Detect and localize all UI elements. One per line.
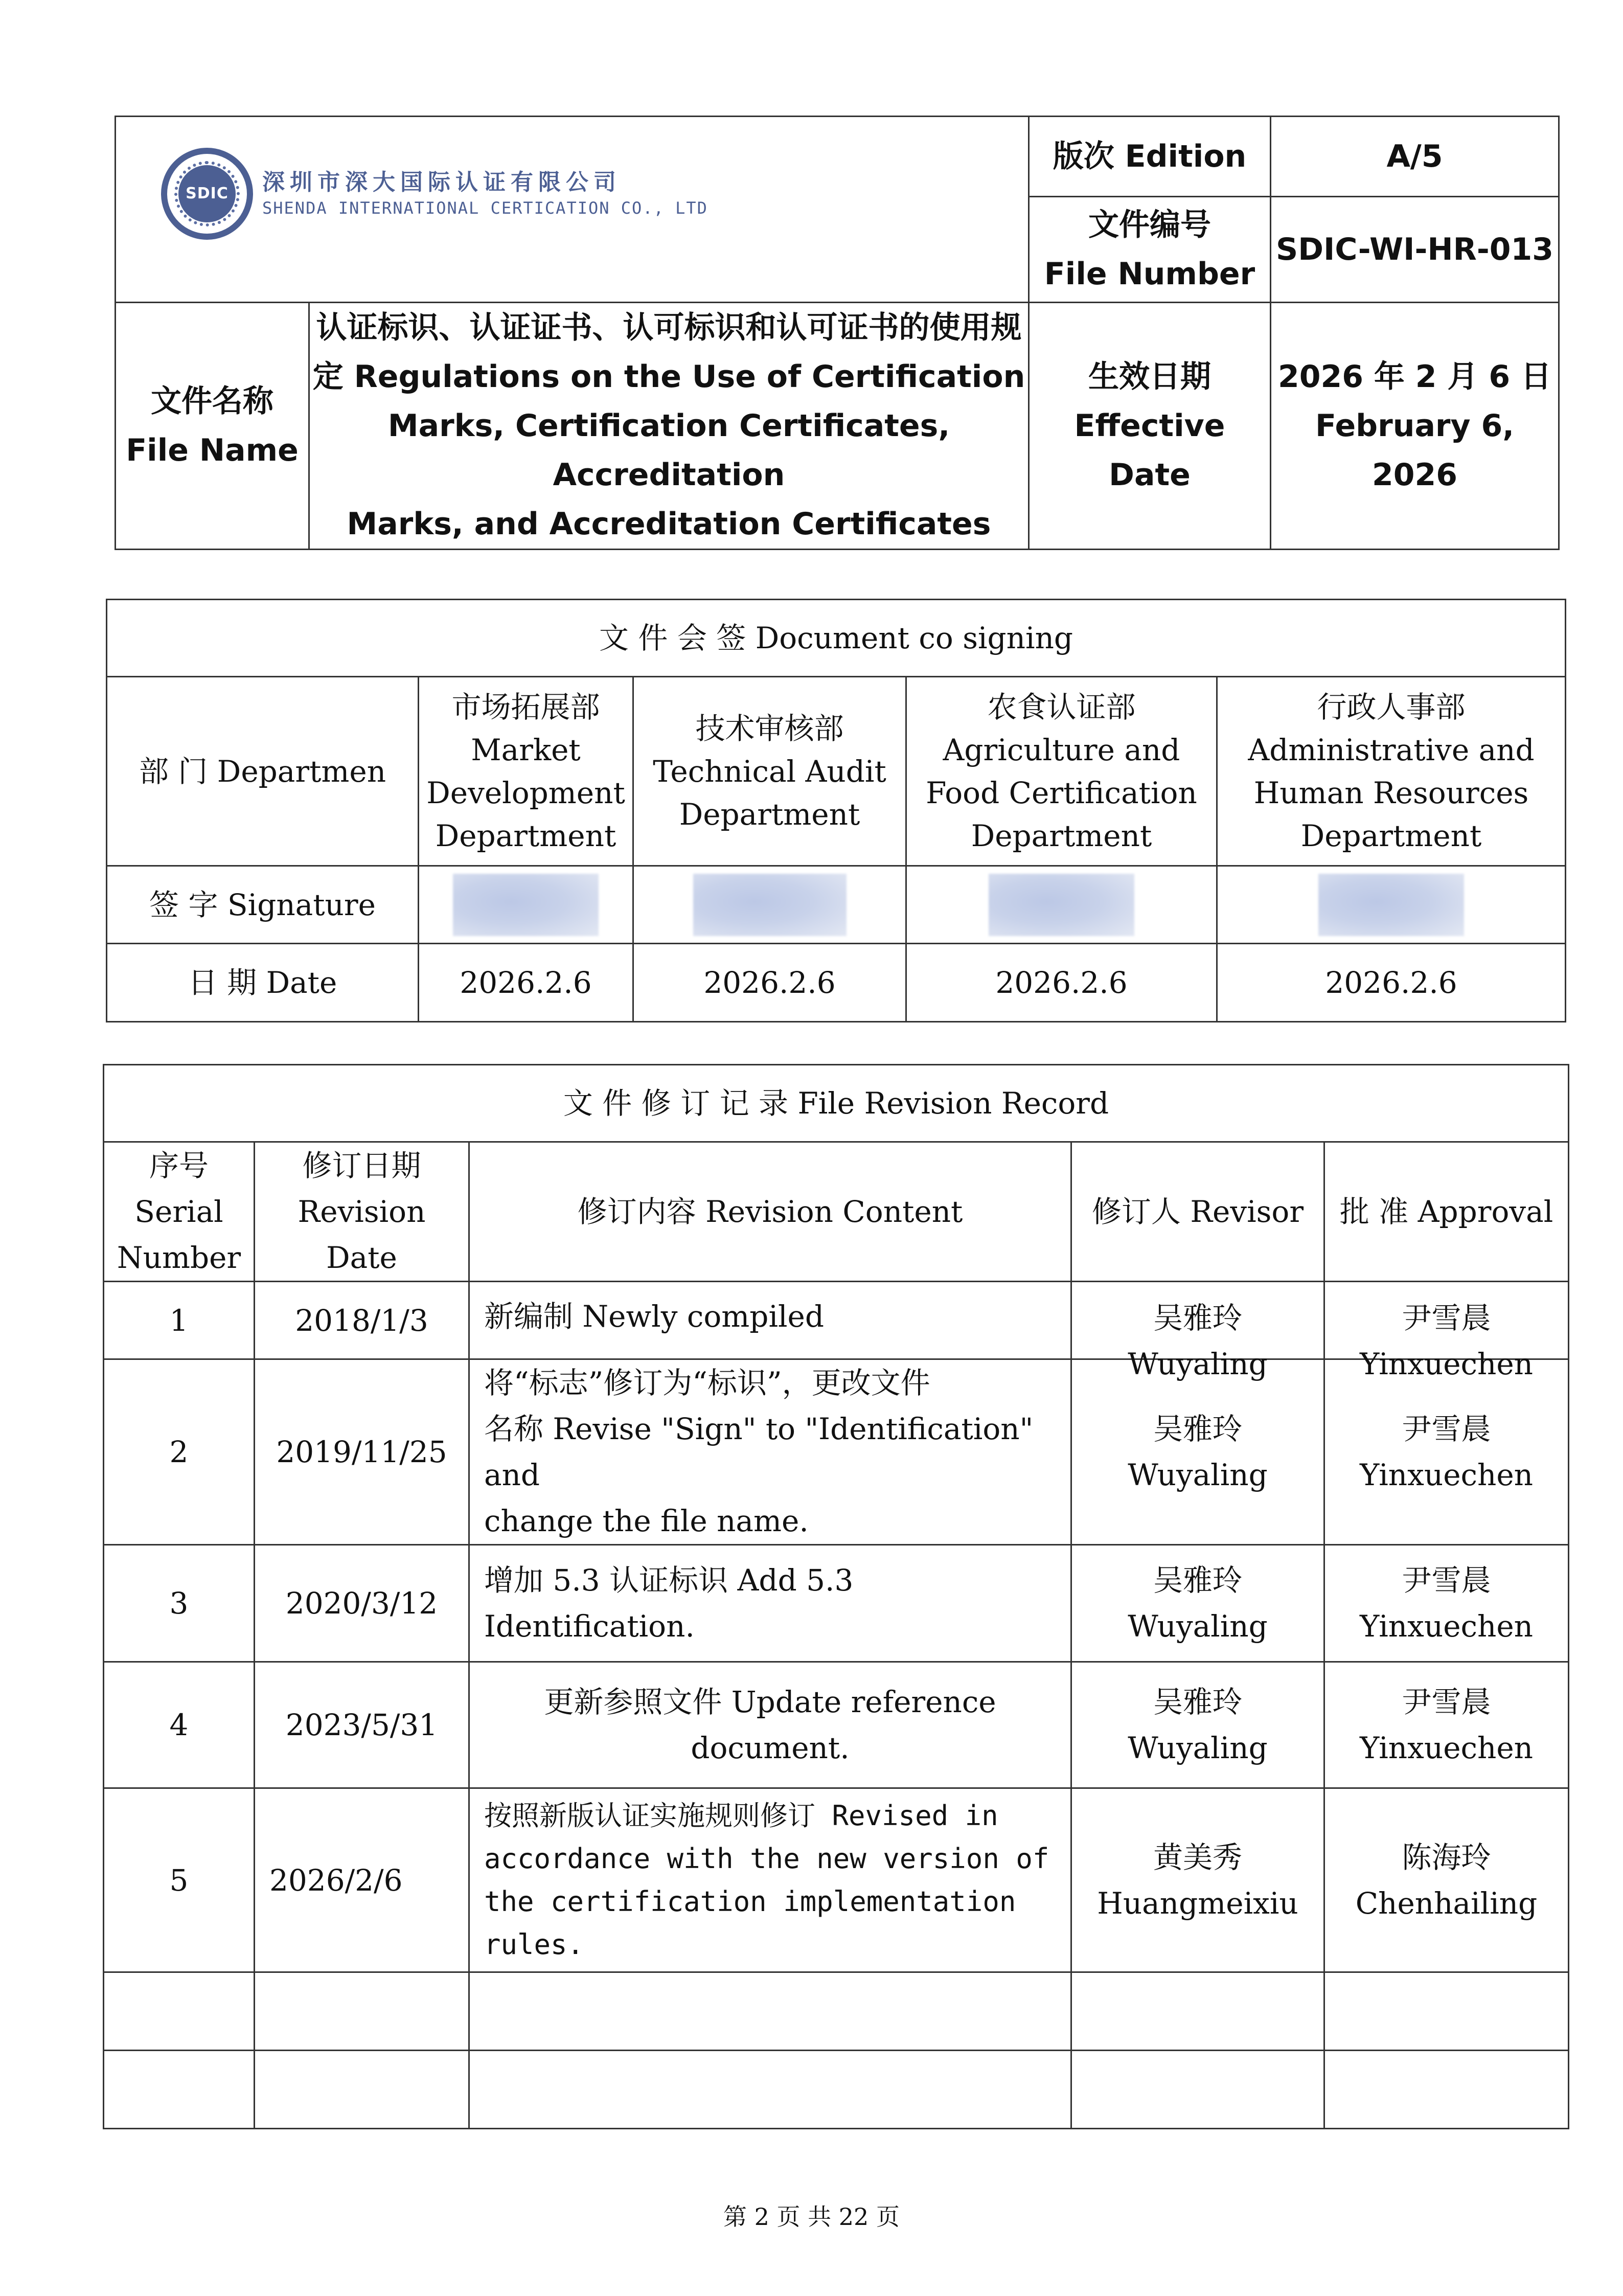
table-row xyxy=(104,1662,1569,1788)
revision-date: 2018/1/3 xyxy=(255,1282,469,1359)
file-name-value: 认证标识、认证证书、认可标识和认可证书的使用规 定 Regulations on the Use of Certification Marks, Certification Certificates, Accreditation Marks, and Accreditation Certificates xyxy=(309,303,1029,550)
cosign-title: 文 件 会 签 Document co signing xyxy=(107,600,1566,677)
company-name-en: SHENDA INTERNATIONAL CERTICATION CO., LTD xyxy=(262,198,708,218)
header-revisor: 修订人 Revisor xyxy=(1071,1142,1324,1282)
edition-value: A/5 xyxy=(1271,117,1559,197)
serial-number: 1 xyxy=(104,1282,255,1359)
signing-date: 2026.2.6 xyxy=(419,944,633,1022)
document-cosigning-table xyxy=(106,599,1566,1022)
file-number-value: SDIC-WI-HR-013 xyxy=(1271,197,1559,303)
serial-number: 2 xyxy=(104,1359,255,1545)
department-agriculture-food: 农食认证部 Agriculture and Food Certification Department xyxy=(906,677,1217,866)
table-row xyxy=(104,1359,1569,1545)
blurred-signature-image xyxy=(693,874,847,936)
serial-number: 3 xyxy=(104,1545,255,1662)
file-number-label: 文件编号 File Number xyxy=(1029,197,1271,303)
revision-date: 2023/5/31 xyxy=(255,1662,469,1788)
revision-content: 增加 5.3 认证标识 Add 5.3 Identification. xyxy=(469,1545,1071,1662)
approver: 尹雪晨 Yinxuechen xyxy=(1324,1662,1569,1788)
signing-date: 2026.2.6 xyxy=(1217,944,1566,1022)
approver: 陈海玲 Chenhailing xyxy=(1324,1788,1569,1972)
approver: 尹雪晨 Yinxuechen xyxy=(1324,1282,1569,1359)
header-revision-date: 修订日期 Revision Date xyxy=(255,1142,469,1282)
empty-row xyxy=(104,1972,1569,2051)
header-approval: 批 准 Approval xyxy=(1324,1142,1569,1282)
revision-content: 将“标志”修订为“标识”，更改文件 名称 Revise "Sign" to "Identification" and change the file name. xyxy=(469,1359,1071,1545)
department-label: 部 门 Departmen xyxy=(107,677,419,866)
page-number: 第 2 页 共 22 页 xyxy=(723,2203,900,2231)
signature-cell xyxy=(419,866,633,944)
revisor: 吴雅玲 Wuyaling xyxy=(1071,1662,1324,1788)
company-name-cn: 深圳市深大国际认证有限公司 xyxy=(262,169,621,195)
revisor: 吴雅玲 Wuyaling xyxy=(1071,1282,1324,1359)
signature-cell xyxy=(633,866,906,944)
revisor: 吴雅玲 Wuyaling xyxy=(1071,1545,1324,1662)
signature-cell xyxy=(1217,866,1566,944)
signing-date: 2026.2.6 xyxy=(906,944,1217,1022)
revision-content: 按照新版认证实施规则修订 Revised in accordance with the new version of the certification implementation rules. xyxy=(469,1788,1071,1972)
document-header-table xyxy=(115,116,1560,550)
department-market-development: 市场拓展部 Market Development Department xyxy=(419,677,633,866)
signing-date: 2026.2.6 xyxy=(633,944,906,1022)
revision-title: 文 件 修 订 记 录 File Revision Record xyxy=(104,1065,1569,1142)
file-revision-record-table xyxy=(103,1064,1569,2129)
approver: 尹雪晨 Yinxuechen xyxy=(1324,1359,1569,1545)
table-row xyxy=(104,1545,1569,1662)
effective-date-value: 2026 年 2 月 6 日 February 6, 2026 xyxy=(1271,303,1559,550)
date-label: 日 期 Date xyxy=(107,944,419,1022)
blurred-signature-image xyxy=(453,874,599,936)
empty-row xyxy=(104,2051,1569,2129)
company-logo xyxy=(161,148,708,240)
department-admin-hr: 行政人事部 Administrative and Human Resources Department xyxy=(1217,677,1566,866)
header-revision-content: 修订内容 Revision Content xyxy=(469,1142,1071,1282)
company-seal-icon: SDIC xyxy=(161,148,253,240)
revision-date: 2019/11/25 xyxy=(255,1359,469,1545)
department-technical-audit: 技术审核部 Technical Audit Department xyxy=(633,677,906,866)
edition-label: 版次 Edition xyxy=(1029,117,1271,197)
logo-cell xyxy=(116,117,1029,303)
effective-date-label: 生效日期 Effective Date xyxy=(1029,303,1271,550)
revision-date: 2026/2/6 xyxy=(255,1788,469,1972)
table-row xyxy=(104,1788,1569,1972)
blurred-signature-image xyxy=(989,874,1134,936)
revisor: 吴雅玲 Wuyaling xyxy=(1071,1359,1324,1545)
signature-cell xyxy=(906,866,1217,944)
file-name-label: 文件名称 File Name xyxy=(116,303,309,550)
revisor: 黄美秀 Huangmeixiu xyxy=(1071,1788,1324,1972)
revision-date: 2020/3/12 xyxy=(255,1545,469,1662)
serial-number: 4 xyxy=(104,1662,255,1788)
approver: 尹雪晨 Yinxuechen xyxy=(1324,1545,1569,1662)
table-row xyxy=(104,1282,1569,1359)
revision-content: 更新参照文件 Update reference document. xyxy=(469,1662,1071,1788)
serial-number: 5 xyxy=(104,1788,255,1972)
blurred-signature-image xyxy=(1318,874,1464,936)
signature-label: 签 字 Signature xyxy=(107,866,419,944)
revision-content: 新编制 Newly compiled xyxy=(469,1282,1071,1359)
header-serial-number: 序号 Serial Number xyxy=(104,1142,255,1282)
